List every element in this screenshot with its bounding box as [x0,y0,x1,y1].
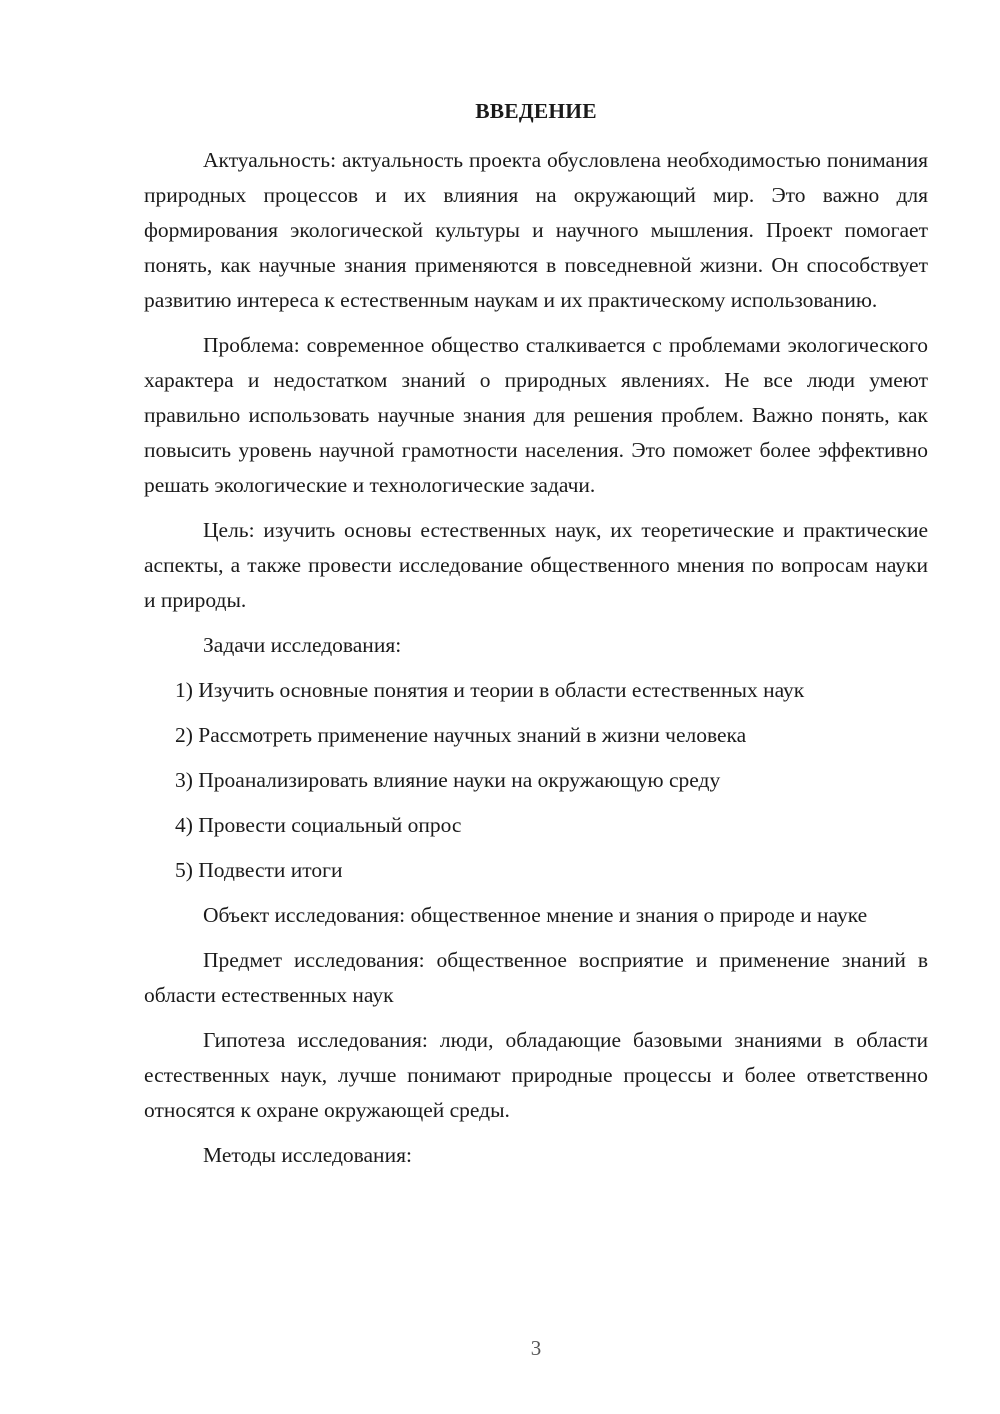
subject-paragraph: Предмет исследования: общественное восприятие и применение знаний в области естественных наук [144,948,928,1007]
tasks-list [144,673,928,888]
document-body [144,143,928,1183]
list-item: 2) Рассмотреть применение научных знаний в жизни человека [175,723,747,747]
list-item: 4) Провести социальный опрос [175,813,462,837]
list-item: 1) Изучить основные понятия и теории в области естественных наук [175,678,805,702]
tasks-heading: Задачи исследования: [203,633,402,657]
list-item: 5) Подвести итоги [175,858,343,882]
goal-paragraph: Цель: изучить основы естественных наук, их теоретические и практические аспекты, а также провести исследование общественного мнения по вопросам науки и природы. [144,518,928,612]
object-paragraph: Объект исследования: общественное мнение и знания о природе и науке [203,903,868,927]
problem-paragraph: Проблема: современное общество сталкивается с проблемами экологического характера и недостатком знаний о природных явлениях. Не все люди умеют правильно использовать научные знания для решения проблем. Важно понять, как повысить уровень научной грамотности населения. Это поможет более эффективно решать экологические и технологические задачи. [144,333,928,497]
page-title: ВВЕДЕНИЕ [475,99,597,123]
methods-heading: Методы исследования: [203,1143,412,1167]
list-item: 3) Проанализировать влияние науки на окружающую среду [175,768,721,792]
relevance-paragraph: Актуальность: актуальность проекта обусловлена необходимостью понимания природных процессов и их влияния на окружающий мир. Это важно для формирования экологической культуры и научного мышления. Проект помогает понять, как научные знания применяются в повседневной жизни. Он способствует развитию интереса к естественным наукам и их практическому использованию. [144,148,928,312]
hypothesis-paragraph: Гипотеза исследования: люди, обладающие базовыми знаниями в области естественных наук, лучше понимают природные процессы и более ответственно относятся к охране окружающей среды. [144,1028,928,1122]
page-number: 3 [530,1336,542,1360]
